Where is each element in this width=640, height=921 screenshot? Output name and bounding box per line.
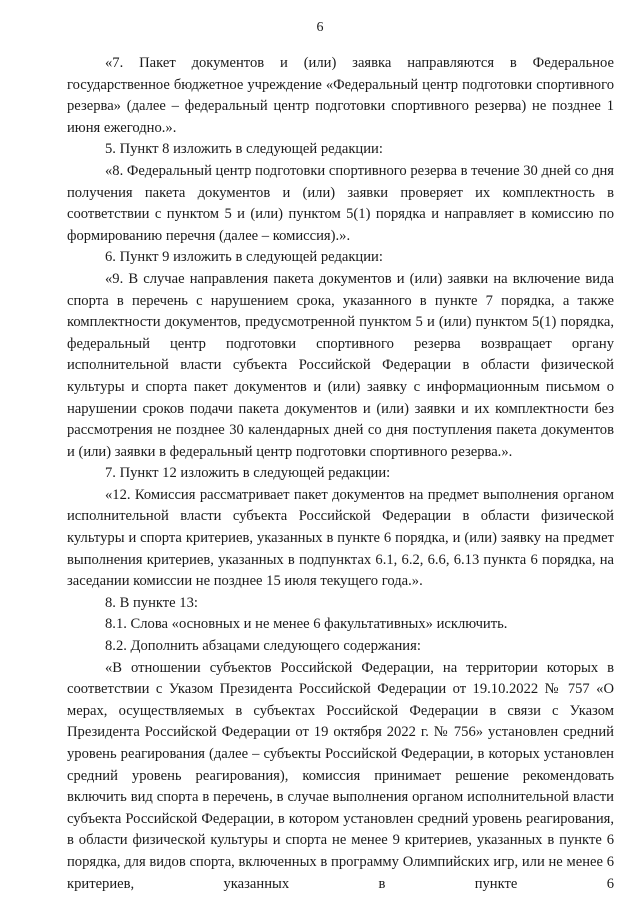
paragraph-added-text: «В отношении субъектов Российской Федерации, на территории которых в соответствии с Указом Президента Российской Федерации от 19.10.2022 № 757 «О мерах, осуществляемых в субъектах Российской Федерации в связи с Указом Президента Российской Федерации от 19 октября 2022 г. № 756» установлен средний уровень реагирования (далее – субъекты Российской Федерации, в которых установлен средний уровень реагирования), комиссия принимает решение рекомендовать включить вид спорта в перечень, в случае выполнения органом исполнительной власти субъекта Российской Федерации, в котором установлен средний уровень реагирования, в области физической культуры и спорта не менее 9 критериев, указанных в пункте 6 порядка, для видов спорта, включенных в программу Олимпийских игр, или не менее 6 критериев, указанных в пункте 6 [67,659,614,892]
document-body [67,53,614,895]
paragraph-amendment-7: 7. Пункт 12 изложить в следующей редакции: [105,465,391,482]
paragraph-amendment-8-2: 8.2. Дополнить абзацами следующего содержания: [105,638,421,655]
page-number: 6 [316,20,324,35]
paragraph-clause-7-text: «7. Пакет документов и (или) заявка направляются в Федеральное государственное бюджетное учреждение «Федеральный центр подготовки спортивного резерва» (далее – федеральный центр подготовки спортивного резерва) не позднее 1 июня ежегодно.». [67,55,614,136]
paragraph-clause-9-text: «9. В случае направления пакета документов и (или) заявки на включение вида спорта в перечень с нарушением срока, указанного в пункте 7 порядка, а также комплектности документов, предусмотренной пунктом 5 и (или) пунктом 5(1) порядка, федеральный центр подготовки спортивного резерва возвращает органу исполнительной власти субъекта Российской Федерации в области физической культуры и спорта пакет документов и (или) заявку с информационным письмом о нарушении сроков подачи пакета документов и (или) заявки и их комплектности без рассмотрения не позднее 30 календарных дней со дня поступления пакета документов и (или) заявки в федеральный центр подготовки спортивного резерва.». [67,270,614,460]
paragraph-amendment-6: 6. Пункт 9 изложить в следующей редакции: [105,249,383,266]
paragraph-amendment-8: 8. В пункте 13: [105,594,198,611]
paragraph-amendment-8-1: 8.1. Слова «основных и не менее 6 факультативных» исключить. [105,616,508,633]
paragraph-clause-8-text: «8. Федеральный центр подготовки спортивного резерва в течение 30 дней со дня получения пакета документов и (или) заявки проверяет их комплектность в соответствии с пунктом 5 и (или) пунктом 5(1) порядка и направляет в комиссию по формированию перечня (далее – комиссия).». [67,162,615,244]
paragraph-clause-12-text: «12. Комиссия рассматривает пакет документов на предмет выполнения органом исполнительной власти субъекта Российской Федерации в области физической культуры и спорта критериев, указанных в пункте 6 порядка, и (или) заявку на предмет выполнения критериев, указанных в подпунктах 6.1, 6.2, 6.6, 6.13 пункта 6 порядка, на заседании комиссии не позднее 15 июля текущего года.». [67,486,614,590]
paragraph-amendment-5: 5. Пункт 8 изложить в следующей редакции: [105,141,383,158]
